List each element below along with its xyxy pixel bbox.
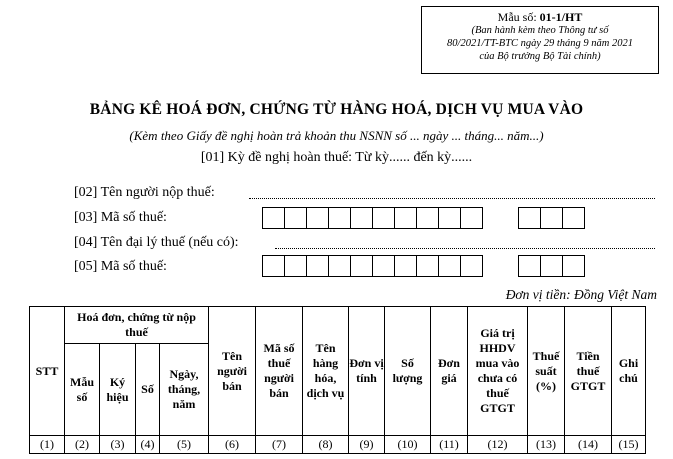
form-issue-line-1: (Ban hành kèm theo Thông tư số bbox=[471, 25, 609, 36]
agent-tax-code-digit[interactable] bbox=[372, 255, 395, 277]
header-symbol: Ký hiệu bbox=[100, 344, 136, 436]
tax-code-branch-digit[interactable] bbox=[540, 207, 563, 229]
header-goods-name: Tên hàng hóa, dịch vụ bbox=[303, 307, 349, 436]
header-form-no: Mẫu số bbox=[65, 344, 100, 436]
col-number: (6) bbox=[209, 436, 256, 454]
col-number: (4) bbox=[136, 436, 160, 454]
tax-code-branch-digit[interactable] bbox=[518, 207, 541, 229]
tax-code-digit[interactable] bbox=[350, 207, 373, 229]
header-seller-tax-code: Mã số thuế người bán bbox=[256, 307, 303, 436]
tax-agent-name-label: [04] Tên đại lý thuế (nếu có): bbox=[74, 235, 239, 250]
header-date: Ngày, tháng, năm bbox=[160, 344, 209, 436]
agent-tax-code-label: [05] Mã số thuế: bbox=[74, 259, 167, 274]
tax-code-digit[interactable] bbox=[438, 207, 461, 229]
header-quantity: Số lượng bbox=[385, 307, 431, 436]
tax-code-digit[interactable] bbox=[460, 207, 483, 229]
agent-tax-code-branch-digit[interactable] bbox=[540, 255, 563, 277]
header-value-excl-vat: Giá trị HHDV mua vào chưa có thuế GTGT bbox=[468, 307, 528, 436]
agent-tax-code-digit[interactable] bbox=[306, 255, 329, 277]
col-number: (7) bbox=[256, 436, 303, 454]
tax-code-digit[interactable] bbox=[284, 207, 307, 229]
agent-tax-code-digit[interactable] bbox=[262, 255, 285, 277]
tax-code-boxes[interactable] bbox=[263, 207, 483, 229]
tax-code-digit[interactable] bbox=[306, 207, 329, 229]
col-number: (8) bbox=[303, 436, 349, 454]
agent-tax-code-branch-boxes[interactable] bbox=[519, 255, 585, 277]
agent-tax-code-digit[interactable] bbox=[284, 255, 307, 277]
header-seller-name: Tên người bán bbox=[209, 307, 256, 436]
tax-code-digit[interactable] bbox=[262, 207, 285, 229]
tax-code-label: [03] Mã số thuế: bbox=[74, 210, 167, 225]
header-number: Số bbox=[136, 344, 160, 436]
tax-code-digit[interactable] bbox=[394, 207, 417, 229]
agent-tax-code-digit[interactable] bbox=[416, 255, 439, 277]
agent-tax-code-branch-digit[interactable] bbox=[562, 255, 585, 277]
col-number: (14) bbox=[565, 436, 612, 454]
invoice-table bbox=[29, 306, 646, 454]
taxpayer-name-label: [02] Tên người nộp thuế: bbox=[74, 185, 215, 200]
tax-code-digit[interactable] bbox=[416, 207, 439, 229]
col-number: (3) bbox=[100, 436, 136, 454]
tax-code-branch-digit[interactable] bbox=[562, 207, 585, 229]
agent-tax-code-digit[interactable] bbox=[438, 255, 461, 277]
col-number: (12) bbox=[468, 436, 528, 454]
col-number: (9) bbox=[349, 436, 385, 454]
col-number: (5) bbox=[160, 436, 209, 454]
agent-tax-code-digit[interactable] bbox=[460, 255, 483, 277]
form-no-prefix: Mẫu số: bbox=[497, 10, 540, 24]
agent-tax-code-digit[interactable] bbox=[350, 255, 373, 277]
currency-unit: Đơn vị tiền: Đồng Việt Nam bbox=[505, 287, 657, 302]
col-number: (13) bbox=[528, 436, 565, 454]
form-issue-line-3: của Bộ trưởng Bộ Tài chính) bbox=[479, 51, 601, 62]
col-number: (2) bbox=[65, 436, 100, 454]
agent-tax-code-boxes[interactable] bbox=[263, 255, 483, 277]
document-subtitle: (Kèm theo Giấy đề nghị hoàn trả khoản thu NSNN số ... ngày ... tháng... năm...) bbox=[129, 128, 544, 143]
agent-tax-code-branch-digit[interactable] bbox=[518, 255, 541, 277]
col-number: (10) bbox=[385, 436, 431, 454]
agent-tax-code-digit[interactable] bbox=[328, 255, 351, 277]
header-vat-amount: Tiền thuế GTGT bbox=[565, 307, 612, 436]
tax-code-digit[interactable] bbox=[328, 207, 351, 229]
col-number: (15) bbox=[612, 436, 646, 454]
header-unit-price: Đơn giá bbox=[431, 307, 468, 436]
header-tax-rate: Thuế suất (%) bbox=[528, 307, 565, 436]
header-note: Ghi chú bbox=[612, 307, 646, 436]
form-number-box bbox=[421, 6, 659, 74]
col-number: (11) bbox=[431, 436, 468, 454]
refund-period: [01] Kỳ đề nghị hoàn thuế: Từ kỳ...... đến kỳ...... bbox=[200, 150, 473, 165]
tax-code-digit[interactable] bbox=[372, 207, 395, 229]
tax-code-branch-boxes[interactable] bbox=[519, 207, 585, 229]
taxpayer-name-field[interactable] bbox=[249, 198, 655, 199]
tax-agent-name-field[interactable] bbox=[275, 248, 655, 249]
header-unit: Đơn vị tính bbox=[349, 307, 385, 436]
form-issue-line-2: 80/2021/TT-BTC ngày 29 tháng 9 năm 2021 bbox=[447, 38, 633, 49]
header-stt: STT bbox=[30, 307, 65, 436]
document-title: BẢNG KÊ HOÁ ĐƠN, CHỨNG TỪ HÀNG HOÁ, DỊCH VỤ MUA VÀO bbox=[89, 101, 584, 118]
form-no: 01-1/HT bbox=[539, 10, 583, 24]
col-number: (1) bbox=[30, 436, 65, 454]
header-invoice-group: Hoá đơn, chứng từ nộp thuế bbox=[65, 307, 209, 344]
agent-tax-code-digit[interactable] bbox=[394, 255, 417, 277]
